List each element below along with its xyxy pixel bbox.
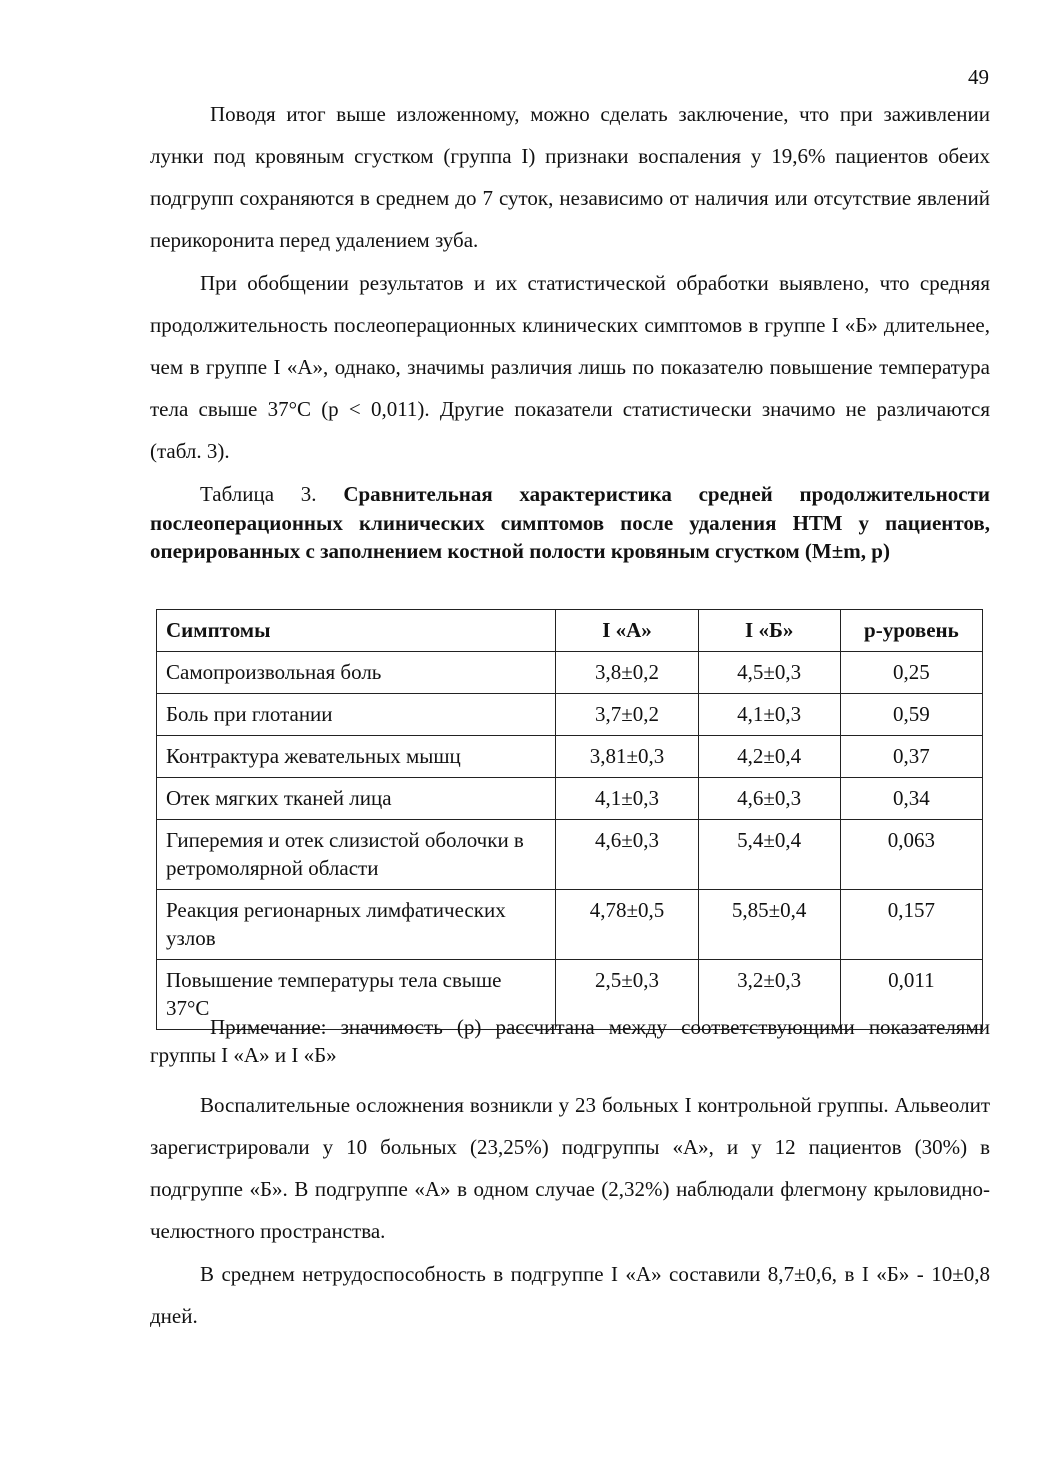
- cell-group-ib: 4,2±0,4: [698, 736, 840, 778]
- cell-symptom: Боль при глотании: [157, 694, 556, 736]
- cell-p-level: 0,59: [840, 694, 982, 736]
- cell-p-level: 0,37: [840, 736, 982, 778]
- symptoms-table: [156, 609, 983, 1030]
- cell-group-ia: 4,1±0,3: [556, 778, 698, 820]
- table-note: [150, 1013, 990, 1069]
- cell-symptom: Самопроизвольная боль: [157, 652, 556, 694]
- header-group-ib: I «Б»: [698, 610, 840, 652]
- cell-group-ib: 4,1±0,3: [698, 694, 840, 736]
- paragraph-statistics-text: При обобщении результатов и их статистической обработки выявлено, что средняя продолжительность послеоперационных клинических симптомов в группе I «Б» длительнее, чем в группе I «А», однако, значимы различия лишь по показателю повышение температура тела свыше 37°С (p < 0,011). Другие показатели статистически значимо не различаются (табл. 3).: [150, 271, 990, 463]
- cell-group-ia: 3,81±0,3: [556, 736, 698, 778]
- header-group-ia: I «А»: [556, 610, 698, 652]
- cell-symptom: Гиперемия и отек слизистой оболочки в ретромолярной области: [157, 820, 556, 890]
- cell-group-ib: 3,2±0,3: [698, 960, 840, 1030]
- cell-group-ib: 4,6±0,3: [698, 778, 840, 820]
- cell-p-level: 0,34: [840, 778, 982, 820]
- cell-symptom: Отек мягких тканей лица: [157, 778, 556, 820]
- table-row: [157, 820, 983, 890]
- cell-group-ib: 5,4±0,4: [698, 820, 840, 890]
- cell-p-level: 0,011: [840, 960, 982, 1030]
- cell-p-level: 0,157: [840, 890, 982, 960]
- cell-group-ia: 3,7±0,2: [556, 694, 698, 736]
- paragraph-disability: [150, 1253, 990, 1337]
- paragraph-complications-text: Воспалительные осложнения возникли у 23 больных I контрольной группы. Альвеолит зарегистрировали у 10 больных (23,25%) подгруппы «А», и у 12 пациентов (30%) в подгруппе «Б». В подгруппе «А» в одном случае (2,32%) наблюдали флегмону крыловидно-челюстного пространства.: [150, 1093, 990, 1243]
- cell-group-ib: 5,85±0,4: [698, 890, 840, 960]
- paragraph-conclusion: [150, 93, 990, 261]
- cell-p-level: 0,063: [840, 820, 982, 890]
- paragraph-complications: [150, 1084, 990, 1252]
- cell-symptom: Контрактура жевательных мышц: [157, 736, 556, 778]
- table-row: [157, 890, 983, 960]
- table-note-text: Примечание: значимость (р) рассчитана между соответствующими показателями группы I «А» и I «Б»: [150, 1015, 990, 1067]
- header-symptoms: Симптомы: [157, 610, 556, 652]
- table-header-row: [157, 610, 983, 652]
- table-row: [157, 736, 983, 778]
- table-caption-label: Таблица 3.: [200, 482, 317, 506]
- cell-group-ia: 2,5±0,3: [556, 960, 698, 1030]
- table-caption: [150, 480, 990, 566]
- cell-symptom: Повышение температуры тела свыше 37°С: [157, 960, 556, 1030]
- table-row: [157, 652, 983, 694]
- paragraph-statistics: [150, 262, 990, 472]
- paragraph-disability-text: В среднем нетрудоспособность в подгруппе I «А» составили 8,7±0,6, в I «Б» - 10±0,8 дней.: [150, 1262, 990, 1328]
- table-row: [157, 778, 983, 820]
- table-caption-title: Сравнительная характеристика средней продолжительности послеоперационных клинических симптомов после удаления НТМ у пациентов, оперированных с заполнением костной полости кровяным сгустком (M±m, p): [150, 482, 991, 563]
- cell-symptom: Реакция регионарных лимфатических узлов: [157, 890, 556, 960]
- cell-group-ia: 3,8±0,2: [556, 652, 698, 694]
- paragraph-conclusion-text: Поводя итог выше изложенному, можно сделать заключение, что при заживлении лунки под кровяным сгустком (группа I) признаки воспаления у 19,6% пациентов обеих подгрупп сохраняются в среднем до 7 суток, независимо от наличия или отсутствие явлений перикоронита перед удалением зуба.: [150, 102, 990, 252]
- cell-p-level: 0,25: [840, 652, 982, 694]
- cell-group-ia: 4,6±0,3: [556, 820, 698, 890]
- table-row: [157, 694, 983, 736]
- cell-group-ia: 4,78±0,5: [556, 890, 698, 960]
- header-p-level: р-уровень: [840, 610, 982, 652]
- page-number: 49: [968, 65, 989, 89]
- cell-group-ib: 4,5±0,3: [698, 652, 840, 694]
